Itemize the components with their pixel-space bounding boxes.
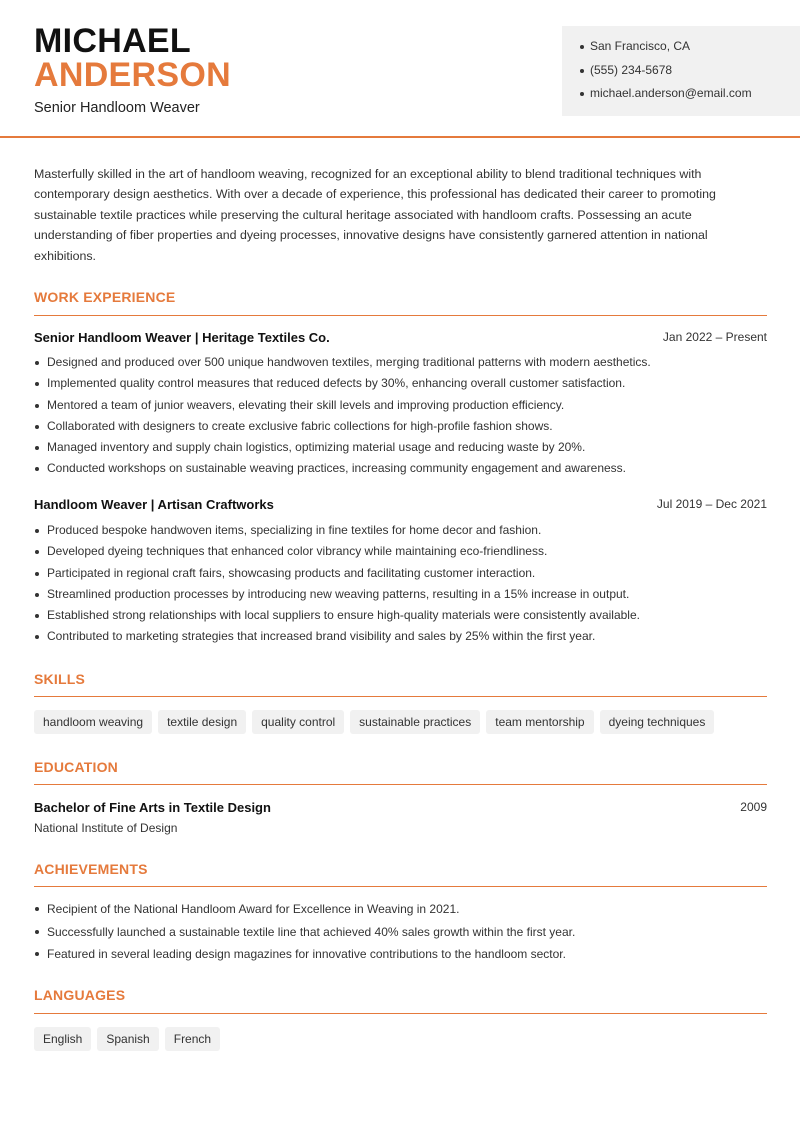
skill-chip: dyeing techniques bbox=[600, 710, 715, 734]
skill-chip: textile design bbox=[158, 710, 246, 734]
job-title: Senior Handloom Weaver bbox=[34, 100, 200, 116]
contact-location: San Francisco, CA bbox=[562, 38, 800, 62]
skill-chip: team mentorship bbox=[486, 710, 593, 734]
job-dates: Jul 2019 – Dec 2021 bbox=[656, 497, 767, 511]
section-divider bbox=[34, 696, 767, 697]
list-item: Managed inventory and supply chain logistics, optimizing material usage and reducing waste by 20%. bbox=[34, 437, 767, 458]
language-chip: English bbox=[34, 1027, 91, 1051]
skill-chip: quality control bbox=[252, 710, 344, 734]
language-chip: French bbox=[165, 1027, 220, 1051]
list-item: Recipient of the National Handloom Award for Excellence in Weaving in 2021. bbox=[34, 898, 767, 921]
section-title-skills: SKILLS bbox=[34, 671, 85, 687]
section-title-achievements: ACHIEVEMENTS bbox=[34, 861, 148, 877]
section-title-languages: LANGUAGES bbox=[34, 987, 126, 1003]
last-name: ANDERSON bbox=[34, 56, 231, 94]
list-item: Designed and produced over 500 unique handwoven textiles, merging traditional patterns with modern aesthetics. bbox=[34, 352, 767, 373]
languages-list bbox=[34, 1027, 220, 1051]
first-name: MICHAEL bbox=[34, 22, 191, 60]
list-item: Produced bespoke handwoven items, specializing in fine textiles for home decor and fashion. bbox=[34, 520, 767, 541]
contact-email: michael.anderson@email.com bbox=[562, 85, 800, 109]
education-year: 2009 bbox=[740, 800, 767, 814]
list-item: Conducted workshops on sustainable weaving practices, increasing community engagement and awareness. bbox=[34, 458, 767, 479]
section-divider bbox=[34, 886, 767, 887]
job-bullets bbox=[34, 520, 767, 648]
achievement-bullets bbox=[34, 898, 767, 966]
professional-summary: Masterfully skilled in the art of handloom weaving, recognized for an exceptional ability to blend traditional techniques with contemporary design aesthetics. With over a decade of experience, this professional has dedicated their career to promoting sustainable textile practices while preserving the cultural heritage associated with handloom crafts. Possessing an acute understanding of fiber properties and dyeing processes, innovative designs have consistently garnered attention in national exhibitions. bbox=[34, 167, 716, 263]
section-divider bbox=[34, 784, 767, 785]
language-chip: Spanish bbox=[97, 1027, 158, 1051]
list-item: Successfully launched a sustainable textile line that achieved 40% sales growth within the first year. bbox=[34, 921, 767, 944]
job-header bbox=[34, 497, 767, 515]
skills-list bbox=[34, 710, 714, 734]
contact-box bbox=[562, 26, 800, 116]
job-bullets bbox=[34, 352, 767, 480]
list-item: Developed dyeing techniques that enhanced color vibrancy while maintaining eco-friendliness. bbox=[34, 541, 767, 562]
education-school: National Institute of Design bbox=[34, 821, 178, 835]
list-item: Participated in regional craft fairs, showcasing products and facilitating customer interaction. bbox=[34, 563, 767, 584]
section-divider bbox=[34, 1013, 767, 1014]
list-item: Streamlined production processes by introducing new weaving patterns, resulting in a 15% increase in output. bbox=[34, 584, 767, 605]
job-role: Handloom Weaver | Artisan Craftworks bbox=[34, 497, 274, 512]
list-item: Established strong relationships with local suppliers to ensure high-quality materials were consistently available. bbox=[34, 605, 767, 626]
education-degree: Bachelor of Fine Arts in Textile Design bbox=[34, 800, 271, 815]
job-dates: Jan 2022 – Present bbox=[662, 330, 767, 344]
section-title-education: EDUCATION bbox=[34, 759, 118, 775]
section-divider bbox=[34, 315, 767, 316]
list-item: Collaborated with designers to create exclusive fabric collections for high-profile fashion shows. bbox=[34, 416, 767, 437]
list-item: Implemented quality control measures that reduced defects by 30%, enhancing overall customer satisfaction. bbox=[34, 373, 767, 394]
list-item: Mentored a team of junior weavers, elevating their skill levels and improving production efficiency. bbox=[34, 395, 767, 416]
section-title-work: WORK EXPERIENCE bbox=[34, 289, 176, 305]
resume-header bbox=[0, 0, 800, 138]
education-header bbox=[34, 800, 767, 818]
skill-chip: handloom weaving bbox=[34, 710, 152, 734]
job-header bbox=[34, 330, 767, 348]
job-role: Senior Handloom Weaver | Heritage Textiles Co. bbox=[34, 330, 330, 345]
list-item: Featured in several leading design magazines for innovative contributions to the handloom sector. bbox=[34, 943, 767, 966]
skill-chip: sustainable practices bbox=[350, 710, 480, 734]
contact-phone: (555) 234-5678 bbox=[562, 62, 800, 86]
list-item: Contributed to marketing strategies that increased brand visibility and sales by 25% within the first year. bbox=[34, 626, 767, 647]
